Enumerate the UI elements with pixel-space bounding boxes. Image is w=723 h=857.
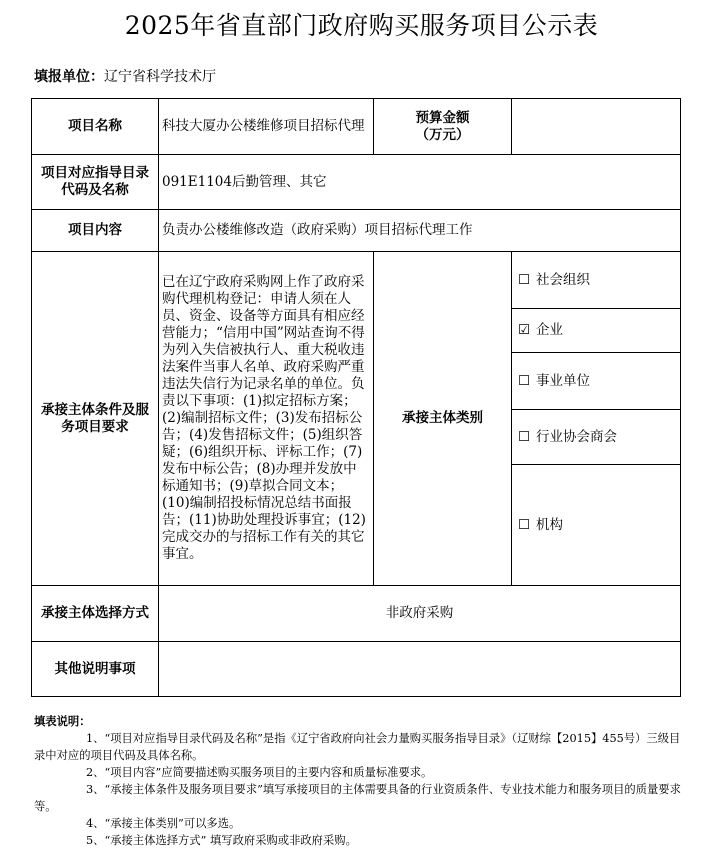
filling-unit xyxy=(34,66,216,86)
category-option xyxy=(512,353,681,410)
category-option xyxy=(512,252,681,309)
category-option xyxy=(512,410,681,465)
checkbox-checked-icon: ☑ xyxy=(518,322,531,338)
row-content xyxy=(32,210,681,252)
budget-unit: （万元） xyxy=(415,126,470,143)
filling-notes xyxy=(34,713,690,849)
note-item: 5、“承接主体选择方式” 填写政府采购或非政府采购。 xyxy=(86,834,357,847)
category-option-label: 社会组织 xyxy=(536,271,590,288)
method-label: 承接主体选择方式 xyxy=(32,586,159,642)
note-item: 2、“项目内容”应简要描述购买服务项目的主要内容和质量标准要求。 xyxy=(86,766,433,779)
checkbox-icon: ☐ xyxy=(518,271,531,288)
checkbox-icon: ☐ xyxy=(518,428,531,445)
note-item: 3、“承接主体条件及服务项目要求”填写承接项目的主体需要具备的行业资质条件、专业技术能力和服务项目的质量要求等。 xyxy=(34,783,681,813)
other-value xyxy=(159,642,681,697)
row-catalog xyxy=(32,155,681,210)
category-option xyxy=(512,465,681,586)
checkbox-icon: ☐ xyxy=(518,516,531,533)
row-other xyxy=(32,642,681,697)
row-project-name xyxy=(32,99,681,155)
row-method xyxy=(32,586,681,642)
catalog-label: 项目对应指导目录代码及名称 xyxy=(32,155,159,210)
content-value: 负责办公楼维修改造（政府采购）项目招标代理工作 xyxy=(159,210,681,252)
note-item: 1、“项目对应指导目录代码及名称”是指《辽宁省政府向社会力量购买服务指导目录》（辽财综【2015】455号）三级目录中对应的项目代码及具体名称。 xyxy=(34,732,681,762)
budget-label: 预算金额 xyxy=(415,109,470,126)
page-title: 2025年省直部门政府购买服务项目公示表 xyxy=(124,11,599,40)
project-table xyxy=(31,98,681,697)
catalog-value: 091E1104后勤管理、其它 xyxy=(159,155,681,210)
checkbox-icon: ☐ xyxy=(518,372,531,389)
requirements-label: 承接主体条件及服务项目要求 xyxy=(32,252,159,586)
category-option-label: 机构 xyxy=(536,516,563,533)
method-value: 非政府采购 xyxy=(159,586,681,642)
note-item: 4、“承接主体类别”可以多选。 xyxy=(86,817,241,830)
category-option-label: 行业协会商会 xyxy=(536,428,617,445)
budget-label-cell xyxy=(374,99,512,155)
other-label: 其他说明事项 xyxy=(32,642,159,697)
category-option xyxy=(512,309,681,353)
category-option-label: 企业 xyxy=(536,322,563,338)
row-requirements xyxy=(32,252,681,309)
filling-unit-label: 填报单位： xyxy=(34,69,104,85)
budget-value xyxy=(512,99,681,155)
project-name-value: 科技大厦办公楼维修项目招标代理 xyxy=(159,99,374,155)
notes-title: 填表说明： xyxy=(34,715,91,728)
filling-unit-value: 辽宁省科学技术厅 xyxy=(104,69,216,85)
content-label: 项目内容 xyxy=(32,210,159,252)
project-name-label: 项目名称 xyxy=(32,99,159,155)
category-option-label: 事业单位 xyxy=(536,372,590,389)
requirements-value: 已在辽宁政府采购网上作了政府采购代理机构登记：申请人须在人员、资金、设备等方面具有相应经营能力；“信用中国”网站查询不得为列入失信被执行人、重大税收违法案件当事人名单、政府采购严重违法失信行为记录名单的单位。负责以下事项：(1)拟定招标方案；(2)编制招标文件；(3)发布招标公告；(4)发售招标文件；(5)组织答疑；(6)组织开标、评标工作；(7)发布中标公告；(8)办理并发放中标通知书；(9)草拟合同文本；(10)编制招投标情况总结书面报告；(11)协助处理投诉事宜；(12)完成交办的与招标工作有关的其它事宜。 xyxy=(159,252,374,586)
category-label: 承接主体类别 xyxy=(374,252,512,586)
